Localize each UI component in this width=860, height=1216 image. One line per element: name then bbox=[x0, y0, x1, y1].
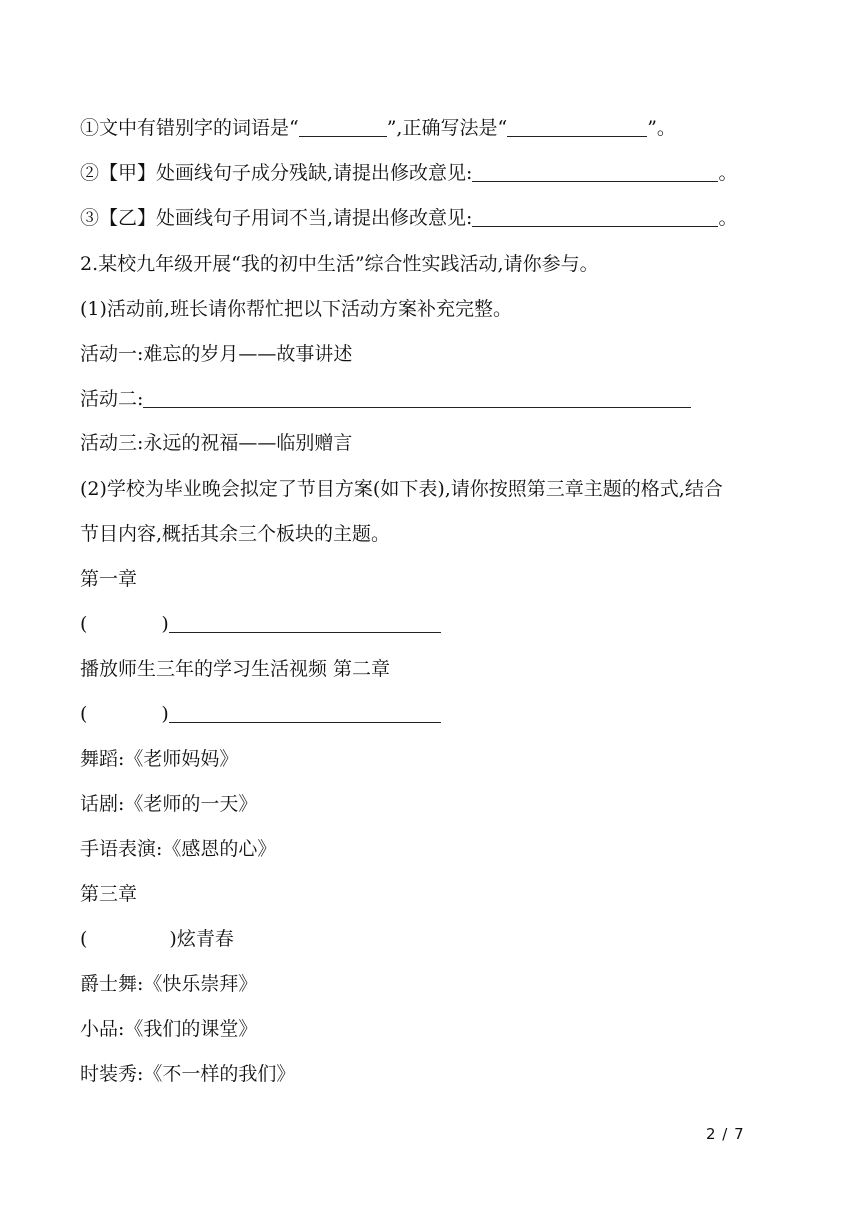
chapter-3-item: 小品:《我们的课堂》 bbox=[80, 1018, 258, 1040]
chapter-3-paren-close: )炫青春 bbox=[169, 928, 234, 950]
activity-1: 活动一:难忘的岁月——故事讲述 bbox=[80, 343, 353, 365]
chapter-3-item: 时装秀:《不一样的我们》 bbox=[80, 1063, 296, 1085]
answer-blank-typo-word[interactable] bbox=[299, 117, 387, 137]
q2-part2-intro-line-2: 节目内容,概括其余三个板块的主题。 bbox=[80, 523, 391, 545]
q1-item-2-suffix: 。 bbox=[718, 162, 738, 184]
q1-item-1-middle: ”,正确写法是“ bbox=[386, 117, 508, 139]
chapter-1-content: 播放师生三年的学习生活视频 第二章 bbox=[80, 658, 391, 680]
chapter-2-item: 舞蹈:《老师妈妈》 bbox=[80, 748, 239, 770]
chapter-2-theme bbox=[80, 702, 441, 726]
answer-blank-jia-revision[interactable] bbox=[472, 162, 718, 182]
chapter-2-paren-open: ( bbox=[80, 703, 88, 725]
q1-item-2-prefix: ②【甲】处画线句子成分残缺,请提出修改意见: bbox=[80, 162, 473, 184]
activity-3: 活动三:永远的祝福——临别赠言 bbox=[80, 432, 353, 454]
chapter-3-theme bbox=[80, 927, 234, 951]
chapter-2-paren-close: ) bbox=[161, 703, 169, 725]
q2-stem: 2.某校九年级开展“我的初中生活”综合性实践活动,请你参与。 bbox=[80, 253, 599, 275]
chapter-1-paren-close: ) bbox=[161, 613, 169, 635]
q2-part1-intro: (1)活动前,班长请你帮忙把以下活动方案补充完整。 bbox=[80, 298, 512, 320]
chapter-1-theme bbox=[80, 612, 441, 636]
q1-item-1-suffix: ”。 bbox=[647, 117, 676, 139]
q1-item-3-suffix: 。 bbox=[718, 207, 738, 229]
q1-item-2 bbox=[80, 161, 737, 185]
chapter-3-title: 第三章 bbox=[80, 883, 138, 905]
q1-item-3 bbox=[80, 206, 737, 230]
answer-blank-chapter-2-theme[interactable] bbox=[169, 703, 441, 723]
activity-2-label: 活动二: bbox=[80, 388, 144, 410]
chapter-1-paren-open: ( bbox=[80, 613, 88, 635]
answer-blank-correct-word[interactable] bbox=[507, 117, 647, 137]
answer-blank-chapter-1-theme[interactable] bbox=[169, 613, 441, 633]
q1-item-1-prefix: ①文中有错别字的词语是“ bbox=[80, 117, 299, 139]
chapter-1-title: 第一章 bbox=[80, 568, 138, 590]
activity-2 bbox=[80, 387, 691, 411]
chapter-3-item: 爵士舞:《快乐崇拜》 bbox=[80, 973, 258, 995]
chapter-3-paren-open: ( bbox=[80, 928, 88, 950]
chapter-2-item: 手语表演:《感恩的心》 bbox=[80, 838, 277, 860]
page-number: 2 / 7 bbox=[706, 1125, 745, 1143]
answer-blank-activity-2[interactable] bbox=[143, 388, 691, 408]
q2-part2-intro-line-1: (2)学校为毕业晚会拟定了节目方案(如下表),请你按照第三章主题的格式,结合 bbox=[80, 478, 723, 500]
q1-item-3-prefix: ③【乙】处画线句子用词不当,请提出修改意见: bbox=[80, 207, 473, 229]
q1-item-1 bbox=[80, 116, 676, 140]
answer-blank-yi-revision[interactable] bbox=[472, 207, 718, 227]
chapter-2-item: 话剧:《老师的一天》 bbox=[80, 793, 258, 815]
